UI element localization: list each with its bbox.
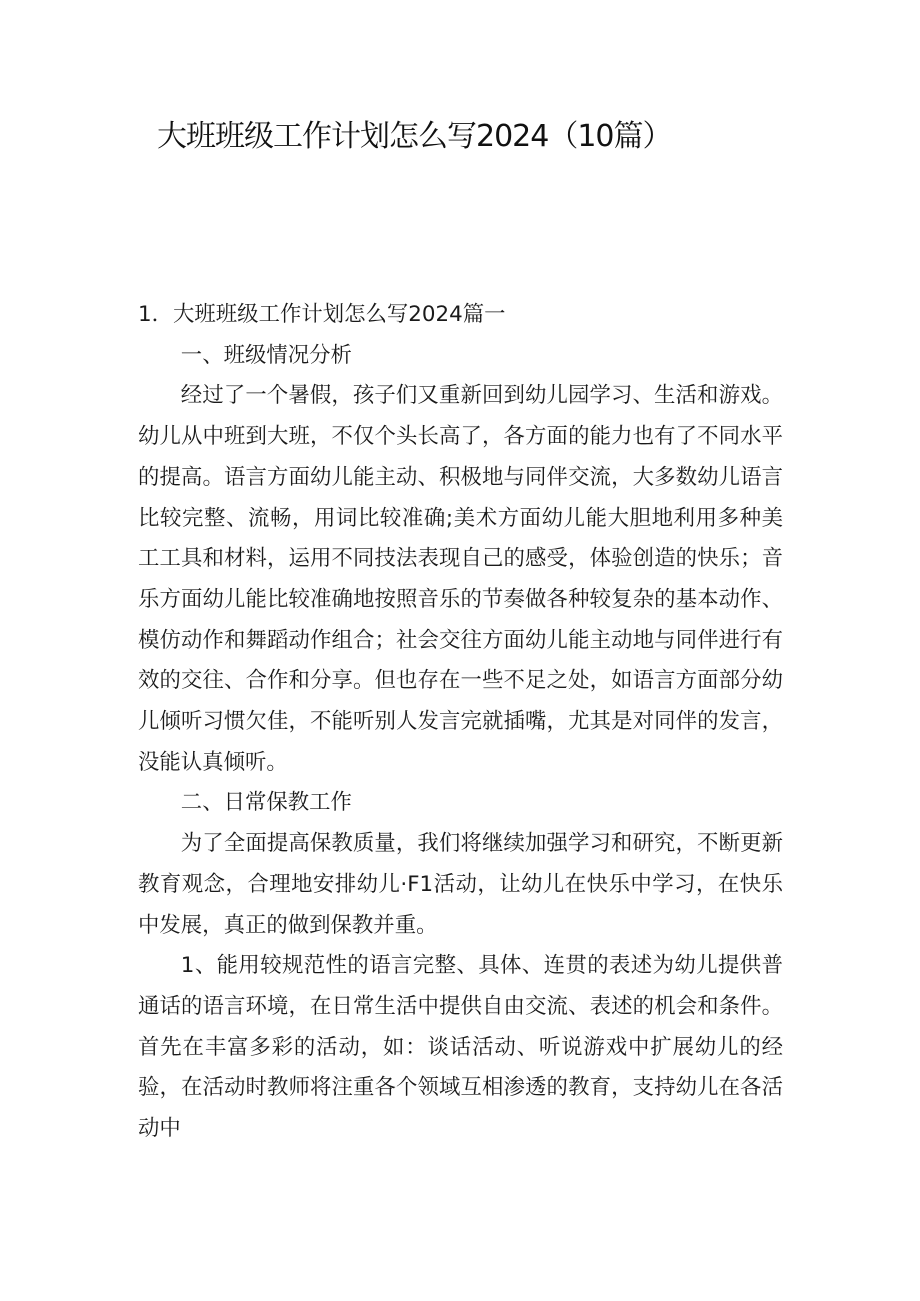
document-title: 大班班级工作计划怎么写2024（10篇）	[157, 119, 672, 154]
section-heading: 1．大班班级工作计划怎么写2024篇一	[138, 302, 506, 327]
document-body	[138, 295, 783, 1150]
subheading-class-analysis: 一、班级情况分析	[180, 342, 352, 368]
paragraph-language-standard: 1、能用较规范性的语言完整、具体、连贯的表述为幼儿提供普通话的语言环境，在日常生活中提供自由交流、表述的机会和条件。首先在丰富多彩的活动，如：谈话活动、听说游戏中扩展幼儿的经验，在活动时教师将注重各个领域互相渗透的教育，支持幼儿在各活动中	[138, 953, 783, 1142]
paragraph-class-analysis: 经过了一个暑假，孩子们又重新回到幼儿园学习、生活和游戏。幼儿从中班到大班，不仅个头长高了，各方面的能力也有了不同水平的提高。语言方面幼儿能主动、积极地与同伴交流，大多数幼儿语言比较完整、流畅，用词比较准确;美术方面幼儿能大胆地利用多种美工工具和材料，运用不同技法表现自己的感受，体验创造的快乐；音乐方面幼儿能比较准确地按照音乐的节奏做各种较复杂的基本动作、模仿动作和舞蹈动作组合；社会交往方面幼儿能主动地与同伴进行有效的交往、合作和分享。但也存在一些不足之处，如语言方面部分幼儿倾听习惯欠佳，不能听别人发言完就插嘴，尤其是对同伴的发言，没能认真倾听。	[138, 383, 783, 775]
subheading-daily-care: 二、日常保教工作	[180, 790, 352, 816]
paragraph-daily-care: 为了全面提高保教质量，我们将继续加强学习和研究，不断更新教育观念，合理地安排幼儿·F1活动，让幼儿在快乐中学习，在快乐中发展，真正的做到保教并重。	[138, 831, 783, 938]
